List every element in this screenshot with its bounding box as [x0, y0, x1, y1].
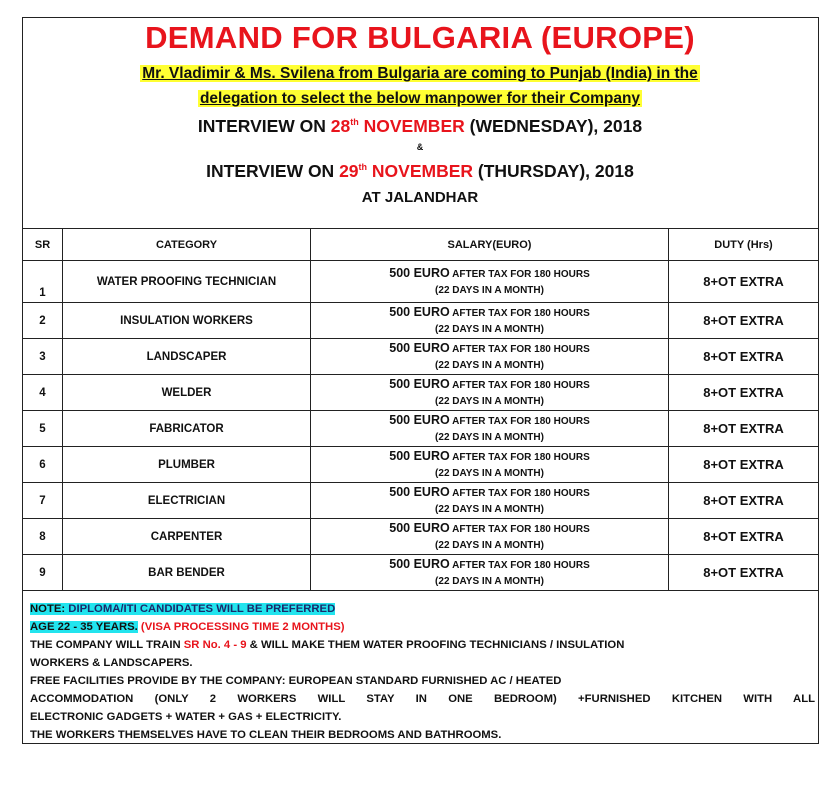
- category-cell: ELECTRICIAN: [63, 483, 311, 519]
- sr-cell: 4: [23, 375, 63, 411]
- facilities-line-1: FREE FACILITIES PROVIDE BY THE COMPANY: EUROPEAN STANDARD FURNISHED AC / HEATED: [30, 675, 562, 687]
- salary-cell: 500 EURO AFTER TAX FOR 180 HOURS (22 DAYS IN A MONTH): [311, 483, 669, 519]
- duty-cell: 8+OT EXTRA: [669, 519, 819, 555]
- facilities-line-3: ELECTRONIC GADGETS + WATER + GAS + ELECTRICITY.: [30, 711, 342, 723]
- table-row: [23, 555, 819, 591]
- sr-cell: 8: [23, 519, 63, 555]
- column-header: SALARY(EURO): [311, 229, 669, 261]
- salary-cell: 500 EURO AFTER TAX FOR 180 HOURS (22 DAYS IN A MONTH): [311, 339, 669, 375]
- table-row: [23, 483, 819, 519]
- subtitle-text: delegation to select the below manpower for their Company: [199, 90, 641, 107]
- note-line: NOTE: DIPLOMA/ITI CANDIDATES WILL BE PREFERRED: [30, 603, 336, 615]
- category-cell: FABRICATOR: [63, 411, 311, 447]
- table-row: [23, 375, 819, 411]
- table-row: [23, 411, 819, 447]
- column-header: SR: [23, 229, 63, 261]
- table-row: [23, 447, 819, 483]
- duty-cell: 8+OT EXTRA: [669, 411, 819, 447]
- duty-cell: 8+OT EXTRA: [669, 375, 819, 411]
- facilities-line-2: ACCOMMODATION (ONLY 2 WORKERS WILL STAY IN ONE BEDROOM) +FURNISHED KITCHEN WITH ALL: [30, 693, 815, 705]
- sr-cell: 9: [23, 555, 63, 591]
- age-line: AGE 22 - 35 YEARS. (VISA PROCESSING TIME 2 MONTHS): [30, 621, 345, 633]
- salary-cell: 500 EURO AFTER TAX FOR 180 HOURS (22 DAYS IN A MONTH): [311, 447, 669, 483]
- category-cell: BAR BENDER: [63, 555, 311, 591]
- page-title: DEMAND FOR BULGARIA (EUROPE): [145, 20, 695, 55]
- table-header-row: [23, 229, 819, 261]
- salary-cell: 500 EURO AFTER TAX FOR 180 HOURS (22 DAYS IN A MONTH): [311, 375, 669, 411]
- subtitle-text: Mr. Vladimir & Ms. Svilena from Bulgaria are coming to Punjab (India) in the: [142, 65, 698, 82]
- interview-date-2: INTERVIEW ON 29th NOVEMBER (THURSDAY), 2018: [206, 161, 634, 181]
- subtitle-line-1: [0, 65, 840, 83]
- interview-date-1: INTERVIEW ON 28th NOVEMBER (WEDNESDAY), 2018: [197, 116, 643, 136]
- training-line-2: WORKERS & LANDSCAPERS.: [30, 657, 193, 669]
- salary-cell: 500 EURO AFTER TAX FOR 180 HOURS (22 DAYS IN A MONTH): [311, 519, 669, 555]
- table-row: [23, 339, 819, 375]
- table-row: [23, 519, 819, 555]
- category-cell: WELDER: [63, 375, 311, 411]
- manpower-table: [22, 228, 819, 591]
- interview-location: AT JALANDHAR: [361, 189, 479, 206]
- duty-cell: 8+OT EXTRA: [669, 261, 819, 303]
- salary-cell: 500 EURO AFTER TAX FOR 180 HOURS (22 DAYS IN A MONTH): [311, 303, 669, 339]
- cleaning-line: THE WORKERS THEMSELVES HAVE TO CLEAN THEIR BEDROOMS AND BATHROOMS.: [30, 729, 502, 741]
- sr-cell: 2: [23, 303, 63, 339]
- salary-cell: 500 EURO AFTER TAX FOR 180 HOURS (22 DAYS IN A MONTH): [311, 261, 669, 303]
- ampersand: &: [416, 142, 424, 152]
- notes-section: [30, 600, 815, 744]
- column-header: CATEGORY: [63, 229, 311, 261]
- table-row: [23, 261, 819, 303]
- duty-cell: 8+OT EXTRA: [669, 555, 819, 591]
- category-cell: INSULATION WORKERS: [63, 303, 311, 339]
- sr-cell: 6: [23, 447, 63, 483]
- duty-cell: 8+OT EXTRA: [669, 339, 819, 375]
- duty-cell: 8+OT EXTRA: [669, 447, 819, 483]
- training-line: THE COMPANY WILL TRAIN SR No. 4 - 9 & WILL MAKE THEM WATER PROOFING TECHNICIANS / INSULATION: [30, 639, 625, 651]
- table-row: [23, 303, 819, 339]
- subtitle-line-2: [0, 90, 840, 108]
- category-cell: LANDSCAPER: [63, 339, 311, 375]
- sr-cell: 5: [23, 411, 63, 447]
- sr-cell: 1: [23, 261, 63, 303]
- sr-cell: 3: [23, 339, 63, 375]
- category-cell: WATER PROOFING TECHNICIAN: [63, 261, 311, 303]
- sr-cell: 7: [23, 483, 63, 519]
- category-cell: PLUMBER: [63, 447, 311, 483]
- duty-cell: 8+OT EXTRA: [669, 303, 819, 339]
- duty-cell: 8+OT EXTRA: [669, 483, 819, 519]
- category-cell: CARPENTER: [63, 519, 311, 555]
- salary-cell: 500 EURO AFTER TAX FOR 180 HOURS (22 DAYS IN A MONTH): [311, 411, 669, 447]
- salary-cell: 500 EURO AFTER TAX FOR 180 HOURS (22 DAYS IN A MONTH): [311, 555, 669, 591]
- column-header: DUTY (Hrs): [669, 229, 819, 261]
